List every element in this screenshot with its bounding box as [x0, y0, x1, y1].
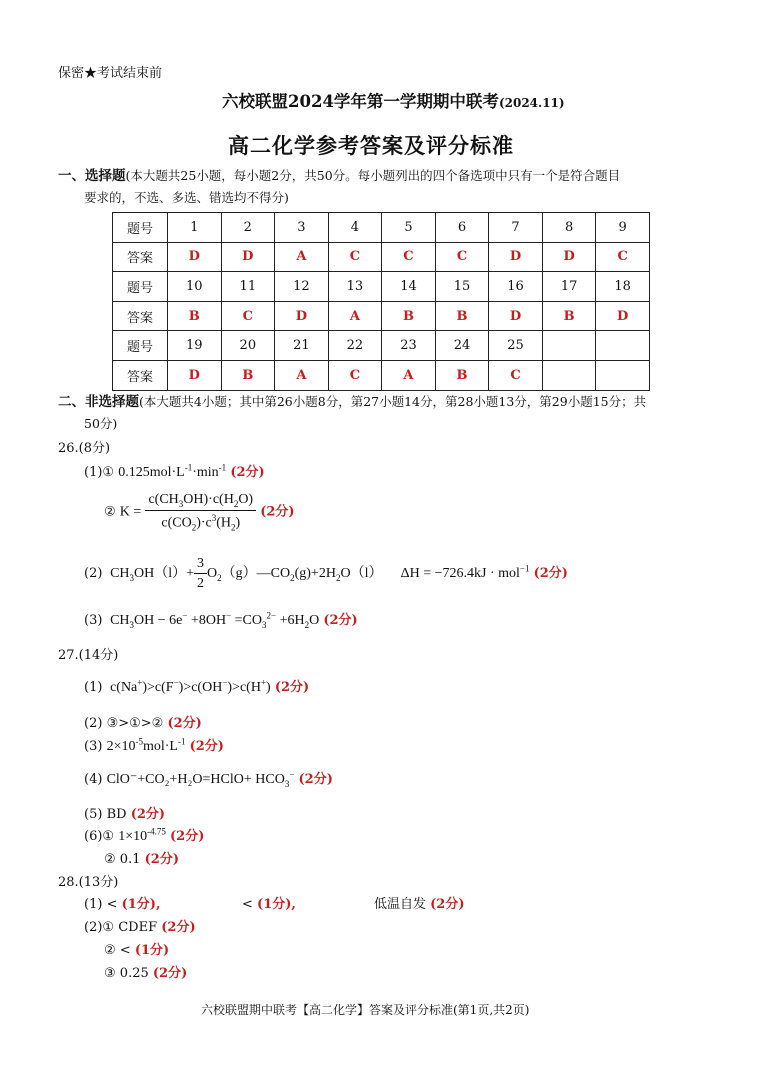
answer-cell [542, 360, 596, 390]
q27-p3-unit-exp: -1 [177, 736, 186, 747]
q27-p3-points: (2分) [189, 739, 224, 754]
answer-label: 答案 [113, 360, 168, 390]
q26-title: 26.(8分) [58, 441, 111, 456]
q27-p3-exp: -5 [135, 736, 143, 747]
section2-heading: 二、非选择题 [58, 394, 139, 410]
answer-cell: B [435, 360, 489, 390]
q28-p2-value: CDEF [118, 920, 158, 935]
section2-desc-line2-wrap [84, 413, 117, 435]
answer-cell: B [435, 301, 489, 331]
table-row [113, 213, 650, 243]
q26-p1-unit: ·min [192, 465, 219, 480]
table-row [113, 331, 650, 361]
q26-p2-numerator: $c(CH_3OH)\cdot c(H_2O)$ [145, 492, 256, 511]
answer-cell: C [596, 242, 650, 272]
q28-p4-label: ③ [104, 966, 116, 981]
q27-p1-label: (1) [84, 680, 103, 695]
q28-part2 [84, 916, 196, 935]
question-number-cell: 21 [275, 331, 329, 361]
answer-cell: A [275, 360, 329, 390]
q27-p7-label: ② [104, 852, 116, 867]
answer-cell: D [168, 242, 222, 272]
q26-p4-label: (3) [84, 613, 103, 628]
question-number-label: 题号 [113, 272, 168, 302]
q27-p5-label: (5) [84, 807, 103, 822]
question-number-cell: 1 [168, 213, 222, 243]
question-number-cell: 18 [596, 272, 650, 302]
q27-p5-value: BD [106, 807, 127, 822]
q28-p3-label: ② [104, 943, 116, 958]
q26-p2-k: K = [119, 504, 142, 520]
q27-p4-label: (4) [84, 772, 103, 787]
question-number-cell: 25 [489, 331, 543, 361]
q26-p2-denominator: $c(CO_2)\cdot c^3(H_2)$ [161, 512, 241, 533]
exam-date: (2024.11) [498, 96, 565, 110]
answer-cell: D [221, 242, 275, 272]
q26-p1-answer [118, 462, 227, 480]
q27-p1-answer: c(Na+)>c(F−)>c(OH−)>c(H+) [106, 677, 271, 695]
q27-p3-value: 2×10 [106, 739, 136, 754]
section1-desc-line2: 要求的，不选、多选、错选均不得分) [84, 190, 289, 205]
section1-desc-line1: (本大题共25小题，每小题2分，共50分。每小题列出的四个备选项中只有一个是符合题目 [125, 168, 621, 183]
q27-p4-sup: − [289, 769, 295, 780]
answer-label: 答案 [113, 242, 168, 272]
question-number-cell: 8 [542, 213, 596, 243]
q28-p1-c: 低温自发 [374, 897, 427, 912]
question-number-cell: 15 [435, 272, 489, 302]
q26-p3-points: (2分) [533, 566, 568, 582]
answer-cell: C [382, 242, 436, 272]
question-number-cell: 11 [221, 272, 275, 302]
question-number-cell: 19 [168, 331, 222, 361]
q27-p2-points: (2分) [167, 716, 202, 731]
q28-p2-label: (2)① [84, 920, 115, 935]
q27-p6-answer [118, 826, 166, 844]
answer-cell: B [168, 301, 222, 331]
q27-p4-answer [106, 769, 295, 789]
answer-cell [596, 360, 650, 390]
q27-p6-exp: -4.75 [147, 826, 166, 837]
section1-desc-line2-wrap [84, 187, 289, 209]
answer-label: 答案 [113, 301, 168, 331]
question-number-cell [596, 331, 650, 361]
answer-cell: D [596, 301, 650, 331]
table-row [113, 360, 650, 390]
answer-cell: A [382, 360, 436, 390]
q26-p3-equation: $CH_3OH(l)+$ $\frac{3}{2}$ $O_2(g)—CO_2(g)+2H_2O(l)$ [106, 556, 383, 591]
q26-p1-points: (2分) [230, 465, 265, 480]
q26-part1 [84, 461, 265, 481]
question-number-label: 题号 [113, 331, 168, 361]
q26-p1-exp2: -1 [218, 462, 227, 473]
table-row [113, 301, 650, 331]
q26-p2-points: (2分) [260, 504, 295, 520]
question-number-cell: 9 [596, 213, 650, 243]
question-number-cell: 3 [275, 213, 329, 243]
answer-cell: A [275, 242, 329, 272]
q27-p4-sub: 3 [284, 778, 290, 789]
question-number-cell: 7 [489, 213, 543, 243]
question-number-cell: 6 [435, 213, 489, 243]
q26-p1-value: 0.125mol·L [118, 465, 185, 480]
answer-cell: D [489, 301, 543, 331]
question-number-cell: 2 [221, 213, 275, 243]
q27-p6-label: (6)① [84, 829, 115, 844]
question-number-cell: 22 [328, 331, 382, 361]
answer-cell: C [435, 242, 489, 272]
q27-p7-points: (2分) [144, 852, 179, 867]
q28-p2-points: (2分) [161, 920, 196, 935]
exam-title-text: 六校联盟2024学年第一学期期中联考 [222, 92, 499, 111]
answer-cell: C [328, 360, 382, 390]
q27-p3-unit: mol·L [142, 739, 178, 754]
q27-p2-value: ③>①>② [106, 716, 164, 731]
q27-part2 [84, 712, 202, 731]
answer-cell: C [221, 301, 275, 331]
q28-p1-b-points: (1分), [257, 897, 296, 912]
q28-part1-a [84, 893, 160, 912]
q27-part5 [84, 803, 165, 822]
q28-p1-a-points: (1分), [121, 897, 161, 912]
question-number-cell: 5 [382, 213, 436, 243]
q27-p5-points: (2分) [130, 807, 166, 822]
q26-p3-label: (2) [84, 566, 103, 582]
confidential-label: 保密★考试结束前 [58, 66, 163, 81]
section2-desc-line1: (本大题共4小题；其中第26小题8分，第27小题14分，第28小题13分，第29小题15分；共 [139, 394, 647, 409]
question-number-cell: 14 [382, 272, 436, 302]
answer-cell: C [489, 360, 543, 390]
q28-p4-points: (2分) [152, 966, 188, 981]
q27-part4 [84, 768, 333, 789]
question-number-cell: 16 [489, 272, 543, 302]
exam-title [222, 88, 565, 112]
question-number-cell [542, 331, 596, 361]
section2-desc-line2: 50分) [84, 416, 118, 431]
answer-cell: D [489, 242, 543, 272]
section1-header [58, 165, 620, 187]
q27-part6 [84, 825, 204, 845]
q26-p4-equation: $CH_3OH - 6e^- +8OH^- =CO_3^{2-} +6H_2O$ [106, 610, 320, 630]
page-footer: 六校联盟期中联考【高二化学】答案及评分标准(第1页,共2页) [201, 1003, 530, 1017]
q26-p2-label: ② [104, 504, 116, 520]
q26-part3 [84, 556, 568, 592]
question-number-cell: 23 [382, 331, 436, 361]
q26-p1-label: (1)① [84, 465, 115, 480]
q27-p1-points: (2分) [274, 680, 310, 695]
q27-p6-points: (2分) [170, 829, 205, 844]
q28-p3-value: < [119, 943, 131, 958]
answer-cell: A [328, 301, 382, 331]
question-number-cell: 10 [168, 272, 222, 302]
answer-cell: C [328, 242, 382, 272]
q28-p1-b: < [242, 897, 253, 912]
q27-p7-value: 0.1 [119, 852, 141, 867]
q28-part1-c [374, 893, 465, 912]
answer-cell: D [275, 301, 329, 331]
question-number-cell: 24 [435, 331, 489, 361]
q28-p1-a: < [106, 897, 118, 912]
q26-part4 [84, 609, 358, 630]
answer-cell: B [382, 301, 436, 331]
q27-part1 [84, 676, 309, 696]
q28-part4 [104, 962, 187, 981]
q27-p2-label: (2) [84, 716, 103, 731]
answer-cell: D [168, 360, 222, 390]
q28-part1-b [242, 893, 296, 912]
answer-cell: D [542, 242, 596, 272]
question-number-cell: 12 [275, 272, 329, 302]
q28-p1-c-points: (2分) [430, 897, 465, 912]
question-number-label: 题号 [113, 213, 168, 243]
q28-p3-points: (1分) [134, 943, 170, 958]
q26-p3-dh-value: ΔH = −726.4kJ · mol [400, 566, 520, 582]
table-row [113, 272, 650, 302]
q27-part7 [104, 848, 179, 867]
page-title: 高二化学参考答案及评分标准 [228, 133, 514, 158]
question-number-cell: 13 [328, 272, 382, 302]
q28-p1-label: (1) [84, 897, 103, 912]
q28-p4-value: 0.25 [119, 966, 149, 981]
q26-p3-dh [400, 563, 530, 582]
q27-title: 27.(14分) [58, 648, 119, 663]
question-number-cell: 4 [328, 213, 382, 243]
q27-p3-answer [106, 736, 186, 754]
section1-heading: 一、选择题 [58, 168, 126, 184]
answer-cell: B [221, 360, 275, 390]
q27-p3-label: (3) [84, 739, 103, 754]
q28-part3 [104, 939, 169, 958]
q26-p4-points: (2分) [323, 613, 358, 628]
q28-title: 28.(13分) [58, 875, 119, 890]
q26-p1-exp1: -1 [184, 462, 193, 473]
answer-table [112, 212, 650, 391]
q26-p2-fraction [145, 492, 256, 532]
q26-p3-dh-exp: −1 [519, 563, 530, 574]
question-number-cell: 17 [542, 272, 596, 302]
answer-cell: B [542, 301, 596, 331]
q27-p6-value: 1×10 [118, 829, 148, 844]
q27-p4-points: (2分) [298, 772, 333, 787]
q26-part2 [104, 492, 295, 532]
q27-p4-value: ClO⁻+CO₂+H₂O=HClO+ HCO [106, 772, 285, 787]
table-row [113, 242, 650, 272]
section2-header [58, 391, 646, 413]
q27-part3 [84, 735, 224, 755]
question-number-cell: 20 [221, 331, 275, 361]
